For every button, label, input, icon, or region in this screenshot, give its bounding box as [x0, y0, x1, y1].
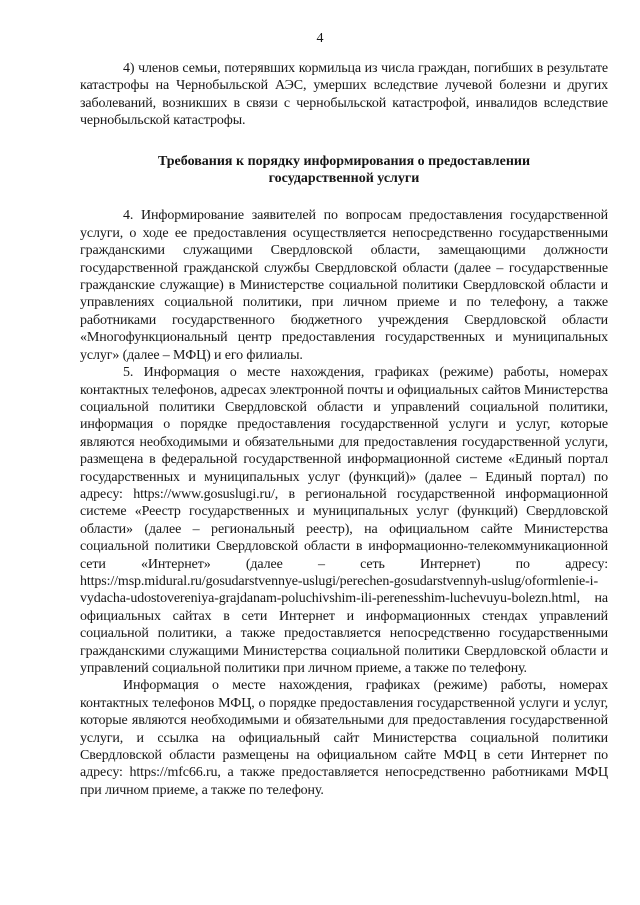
document-body	[80, 60, 608, 799]
paragraph-item-4-family-members: 4) членов семьи, потерявших кормильца из числа граждан, погибших в результате катастрофы на Чернобыльской АЭС, умерших вследствие лучевой болезни и других заболеваний, возникших в связи с чернобыльской катастрофой, инвалидов вследствие чернобыльской катастрофы.	[80, 61, 608, 129]
paragraph-5-information-sources: 5. Информация о месте нахождения, графиках (режиме) работы, номерах контактных телефонов, адресах электронной почты и официальных сайтов Министерства социальной политики Свердловской области и управлений социальной политики, информация о порядке предоставления государственной услуги и услуг, которые являются необходимыми и обязательными для предоставления государственной услуги, размещена в федеральной государственной информационной системе «Единый портал государственных и муниципальных услуг (функций)» (далее – Единый портал) по адресу: https://www.gosuslugi.ru/, в региональной государственной информационной системе «Реестр государственных и муниципальных услуг (функций) Свердловской области» (далее – региональный реестр), на официальном сайте Министерства социальной политики Свердловской области в информационно-телекоммуникационной сети «Интернет» (далее – сеть Интернет) по адресу: https://msp.midural.ru/gosudarstvennye-uslugi/perechen-gosudarstvennyh-uslug/oformlenie-i-vydacha-udostovereniya-grajdanam-poluchivshim-ili-perenesshim-luchevuyu-bolezn.html, на официальных сайтах в сети Интернет и информационных стендах управлений социальной политики, а также предоставляется непосредственно государственными гражданскими служащими Министерства социальной политики Свердловской области и управлений социальной политики при личном приеме, а также по телефону.	[80, 365, 608, 676]
paragraph-4-informing: 4. Информирование заявителей по вопросам предоставления государственной услуги, о ходе ее предоставления осуществляется непосредственно государственными гражданскими служащими Свердловской области, замещающими должности государственной гражданской службы Свердловской области (далее – государственные гражданские служащие) в Министерстве социальной политики Свердловской области и управлениях социальной политики, при личном приеме и по телефону, а также работниками государственного бюджетного учреждения Свердловской области «Многофункциональный центр предоставления государственных и муниципальных услуг» (далее – МФЦ) и его филиалы.	[80, 208, 608, 363]
page-number: 4	[316, 31, 324, 46]
paragraph-mfc-information: Информация о месте нахождения, графиках (режиме) работы, номерах контактных телефонов МФЦ, о порядке предоставления государственной услуги и услуг, которые являются необходимыми и обязательными для предоставления государственной услуги, и ссылка на официальный сайт Министерства социальной политики Свердловской области размещены на официальном сайте МФЦ в сети Интернет по адресу: https://mfc66.ru, а также предоставляется непосредственно работниками МФЦ при личном приеме, а также по телефону.	[80, 678, 608, 798]
section-heading: Требования к порядку информирования о предоставлении государственной услуги	[157, 153, 531, 187]
